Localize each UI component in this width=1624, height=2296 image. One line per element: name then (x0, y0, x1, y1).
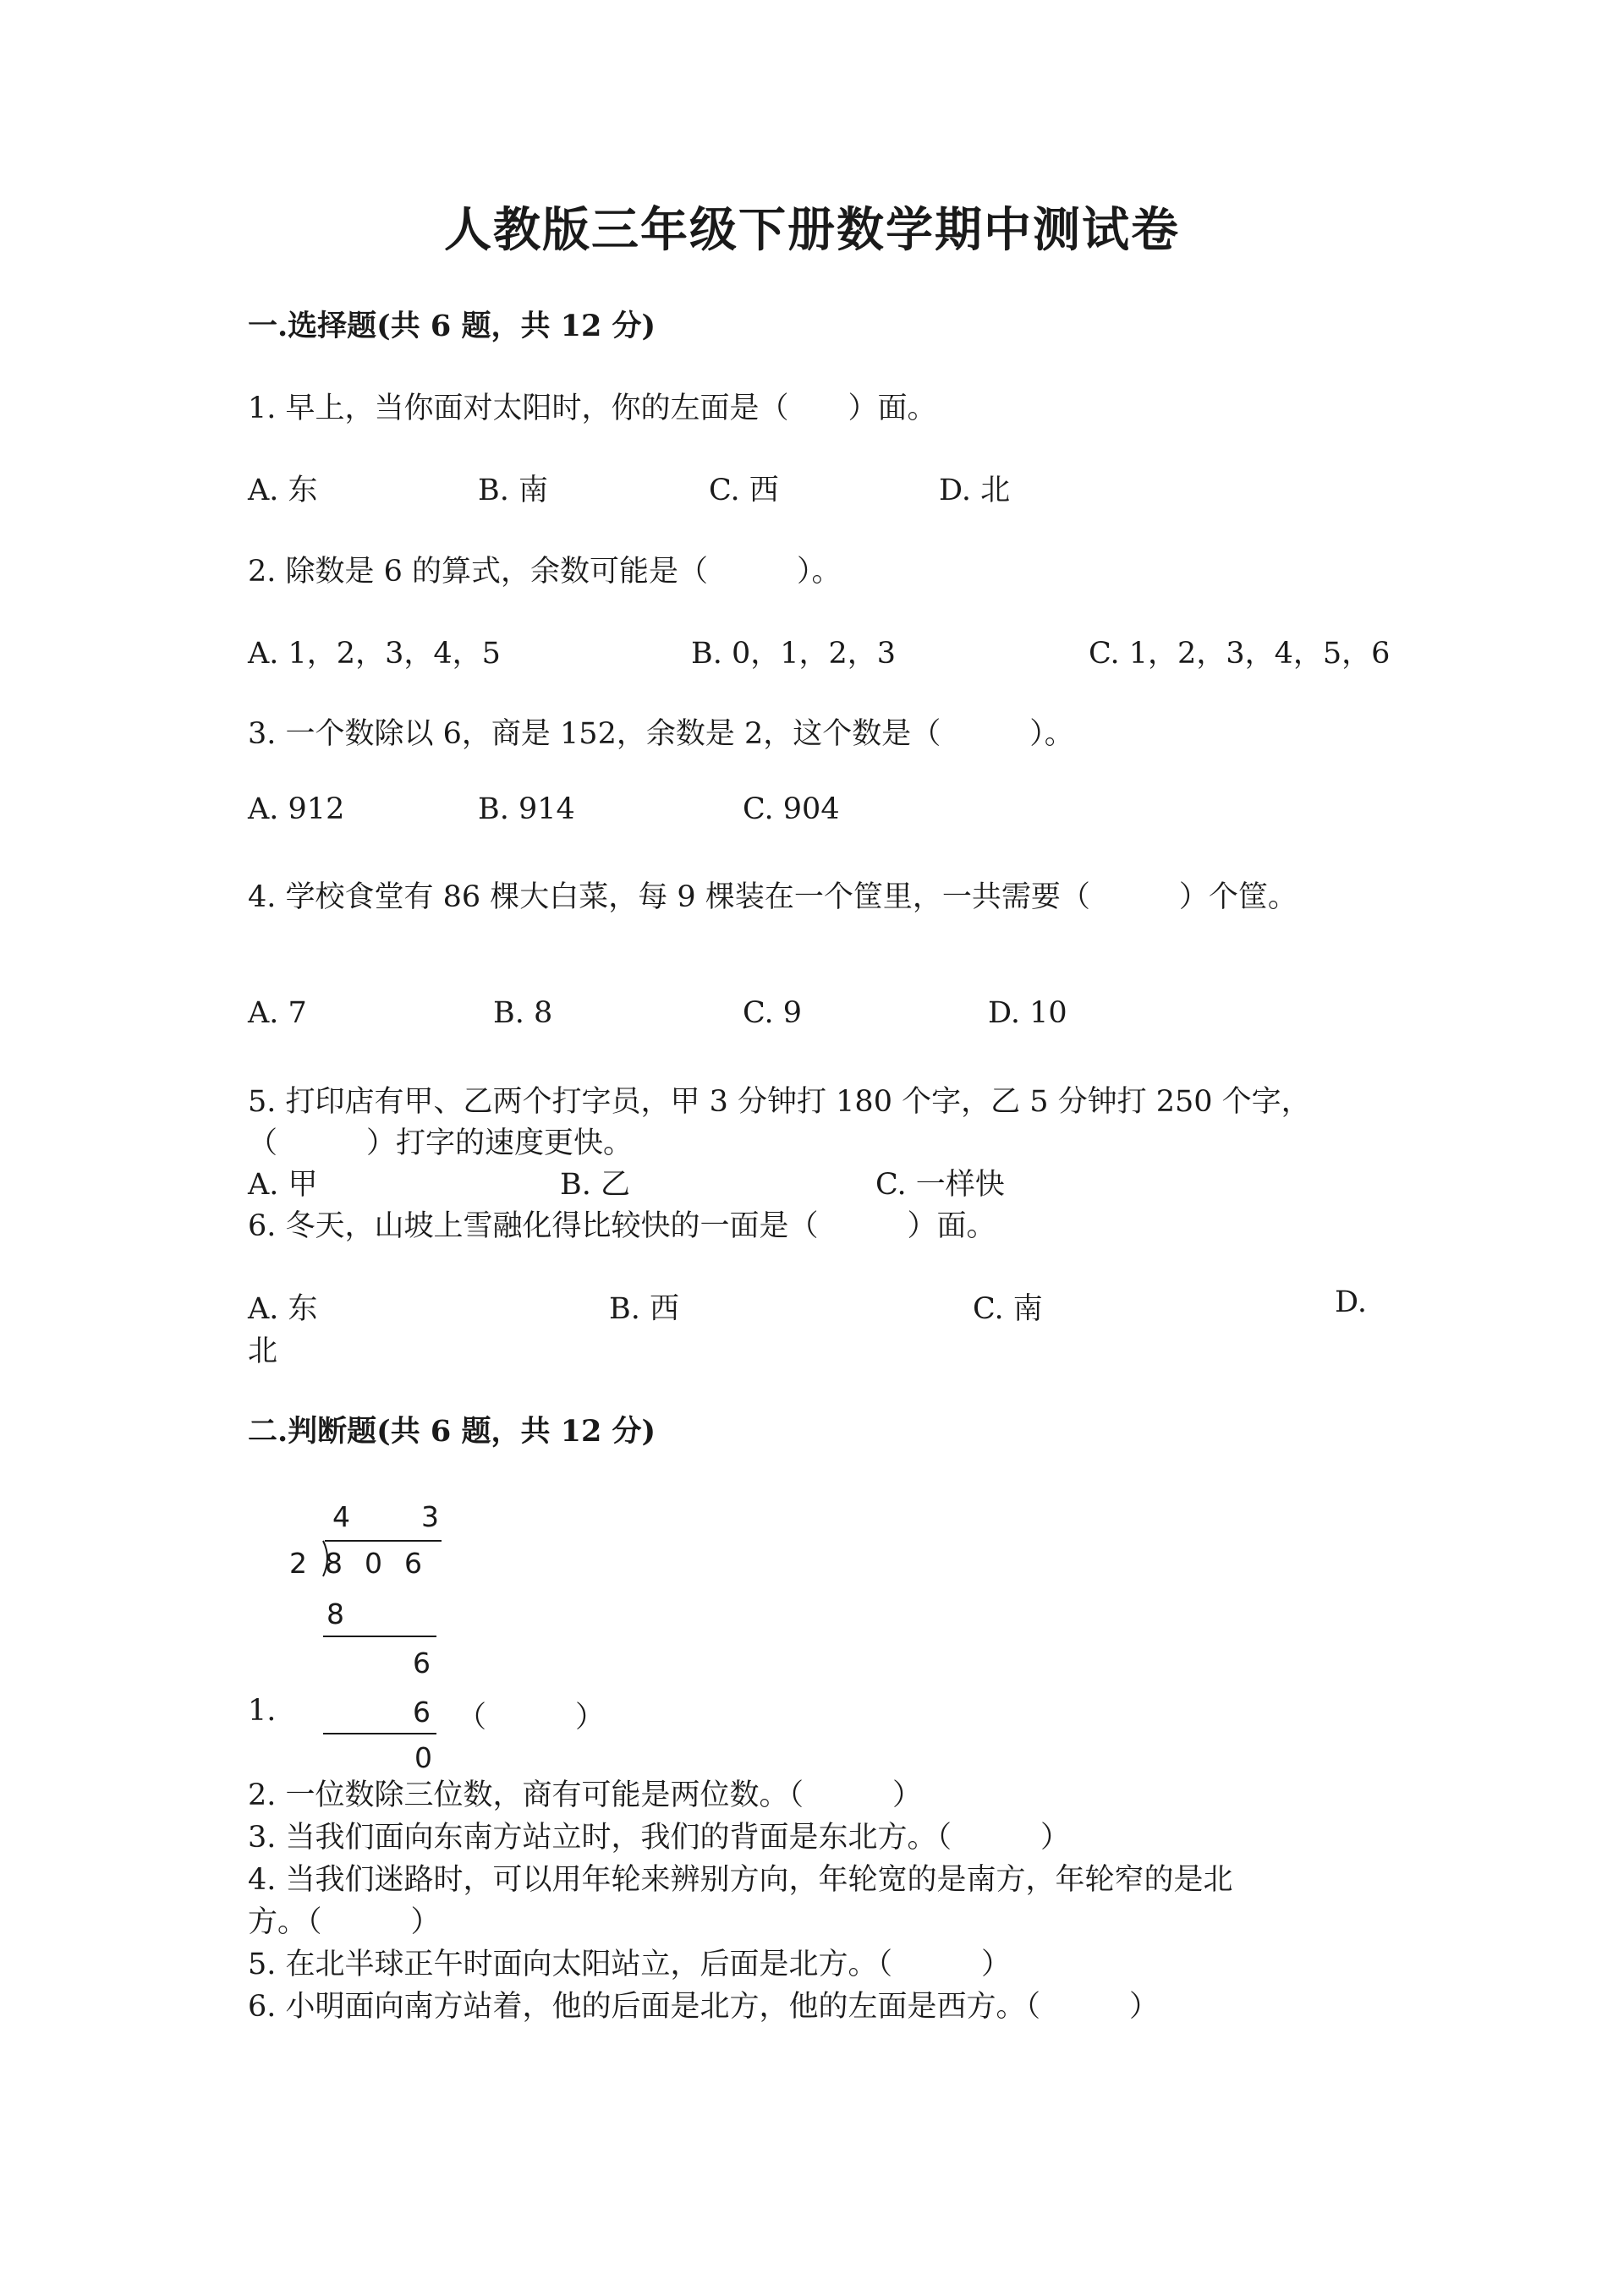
option-1c: C. 西 (709, 474, 779, 507)
question-6: 6. 冬天，山坡上雪融化得比较快的一面是（ ）面。 (248, 1209, 996, 1243)
question-4: 4. 学校食堂有 86 棵大白菜，每 9 棵装在一个筐里，一共需要（ ）个筐。 (248, 880, 1298, 914)
option-4a: A. 7 (248, 996, 307, 1030)
dividend-digit-1: 8 (325, 1547, 343, 1580)
quotient-digit-2: 3 (421, 1500, 439, 1533)
judgement-4-line-1: 4. 当我们迷路时，可以用年轮来辨别方向，年轮宽的是南方，年轮窄的是北 (248, 1863, 1233, 1897)
judgement-5: 5. 在北半球正午时面向太阳站立，后面是北方。（ ） (248, 1948, 1012, 1981)
dividend-digit-2: 0 (365, 1547, 382, 1580)
page-title: 人教版三年级下册数学期中测试卷 (444, 202, 1180, 258)
option-2a: A. 1，2，3，4，5 (248, 637, 501, 671)
section-heading-choice: 一.选择题(共 6 题，共 12 分) (248, 309, 656, 343)
judgement-6: 6. 小明面向南方站着，他的后面是北方，他的左面是西方。（ ） (248, 1990, 1160, 2024)
question-1: 1. 早上，当你面对太阳时，你的左面是（ ）面。 (248, 392, 937, 425)
question-5-line-2: （ ）打字的速度更快。 (248, 1126, 634, 1160)
question-3: 3. 一个数除以 6，商是 152，余数是 2，这个数是（ ）。 (248, 717, 1074, 751)
option-4c: C. 9 (743, 996, 803, 1030)
quotient-digit-1: 4 (332, 1500, 350, 1533)
option-4b: B. 8 (493, 996, 553, 1030)
question-5-line-1: 5. 打印店有甲、乙两个打字员，甲 3 分钟打 180 个字，乙 5 分钟打 250 个字， (248, 1085, 1311, 1119)
step-1-value: 8 (326, 1597, 344, 1630)
judgement-4-line-2: 方。（ ） (248, 1905, 441, 1939)
step-3-value: 6 (413, 1696, 431, 1729)
judgement-3: 3. 当我们面向东南方站立时，我们的背面是东北方。（ ） (248, 1821, 1071, 1855)
option-1d: D. 北 (939, 474, 1011, 507)
option-6d-wrap: 北 (248, 1334, 278, 1368)
question-2: 2. 除数是 6 的算式，余数可能是（ ）。 (248, 555, 842, 589)
option-2c: C. 1，2，3，4，5，6 (1089, 637, 1391, 671)
step-2-value: 6 (413, 1647, 431, 1680)
option-3c: C. 904 (743, 792, 840, 826)
divisor: 2 (289, 1547, 307, 1580)
judgement-1-paren: （ ） (457, 1701, 606, 1734)
option-5b: B. 乙 (560, 1168, 630, 1202)
option-1a: A. 东 (248, 474, 318, 507)
option-4d: D. 10 (988, 996, 1067, 1030)
judgement-2: 2. 一位数除三位数，商有可能是两位数。（ ） (248, 1778, 923, 1812)
option-6a: A. 东 (248, 1292, 318, 1326)
option-5c: C. 一样快 (875, 1168, 1005, 1202)
option-3a: A. 912 (248, 792, 345, 826)
option-3b: B. 914 (478, 792, 575, 826)
option-6c: C. 南 (973, 1292, 1043, 1326)
option-1b: B. 南 (478, 474, 548, 507)
judgement-1-number: 1. (248, 1694, 277, 1728)
remainder-value: 0 (414, 1741, 432, 1774)
option-6d: D. (1335, 1285, 1367, 1319)
option-5a: A. 甲 (248, 1168, 318, 1202)
dividend-digit-3: 6 (404, 1547, 422, 1580)
option-2b: B. 0，1，2，3 (691, 637, 897, 671)
section-heading-judgement: 二.判断题(共 6 题，共 12 分) (248, 1414, 656, 1449)
option-6b: B. 西 (609, 1292, 679, 1326)
